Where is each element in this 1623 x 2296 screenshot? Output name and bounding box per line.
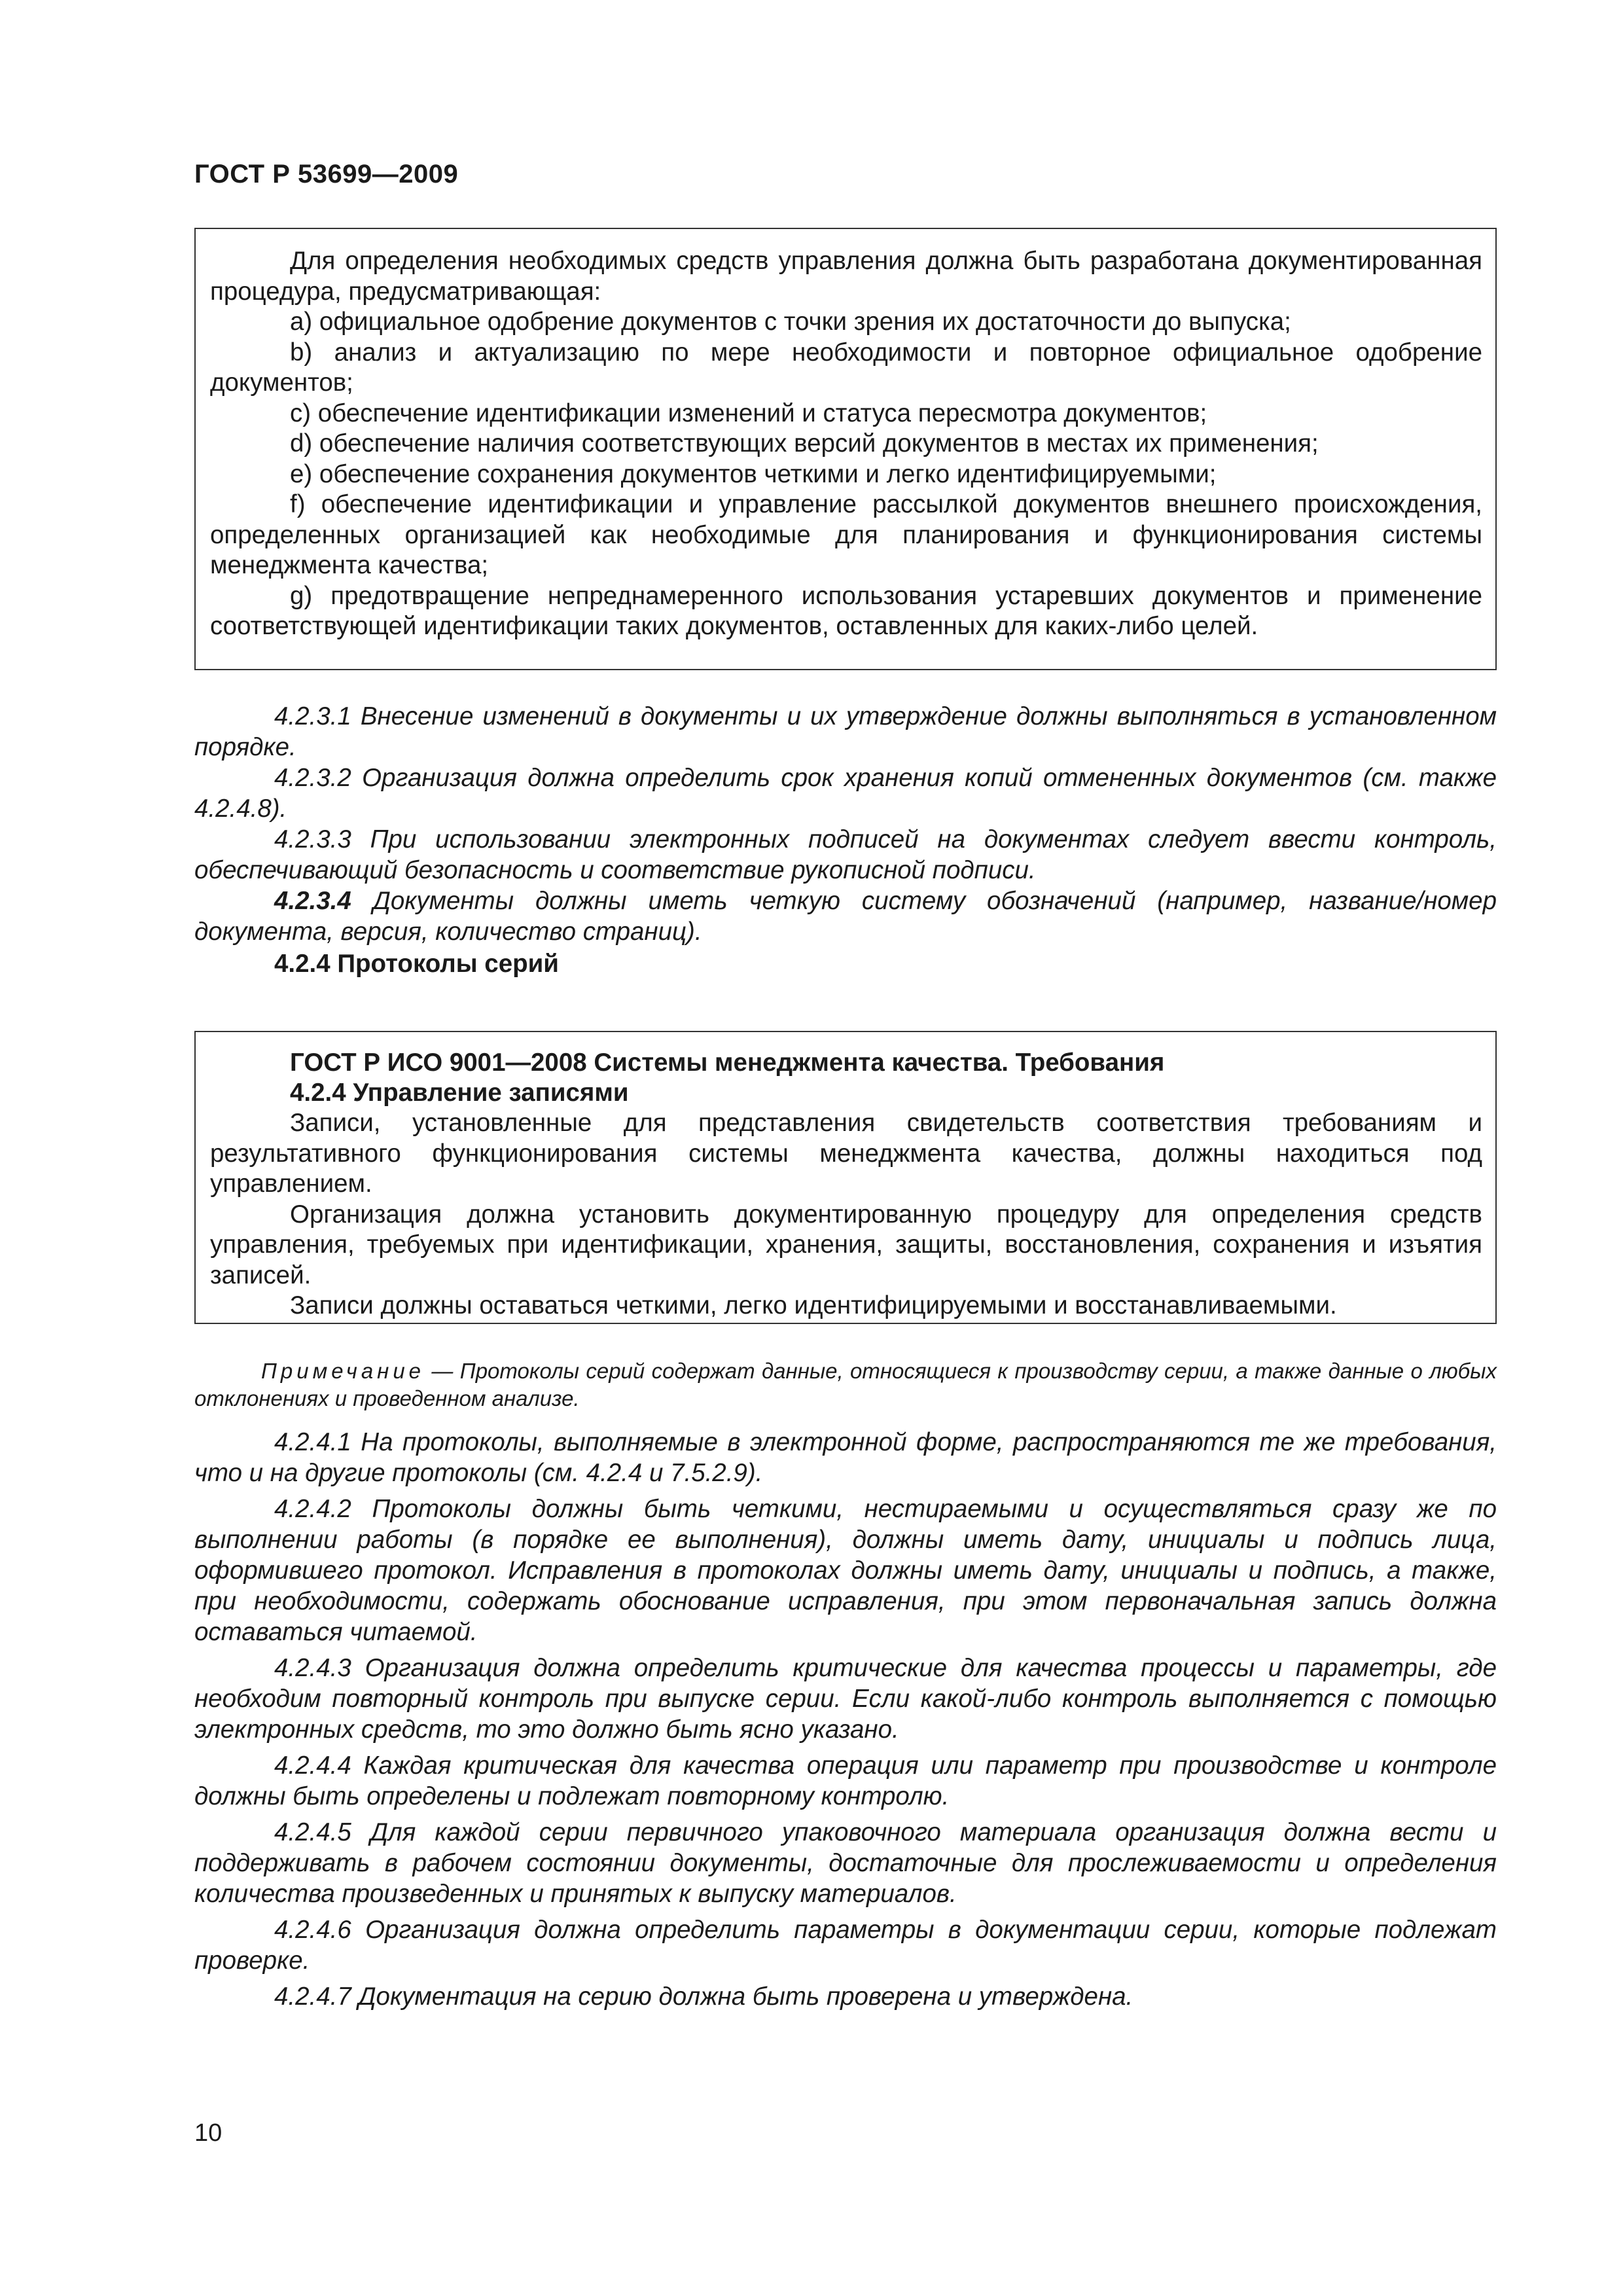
- clause-number: 4.2.3.4: [274, 887, 351, 915]
- clause-number: 4.2.4.3: [274, 1654, 351, 1682]
- quoted-standard-box: [194, 1031, 1497, 1324]
- box-paragraph: Для определения необходимых средств управления должна быть разработана документированная процедура, предусматривающая:: [210, 247, 1482, 306]
- clause-text: Документация на серию должна быть проверена и утверждена.: [358, 1982, 1133, 2011]
- clause-number: 4.2.4.1: [274, 1428, 351, 1456]
- box-paragraph: Записи, установленные для представления свидетельств соответствия требованиям и результативного функционирования системы менеджмента качества, должны находиться под управлением.: [210, 1109, 1482, 1198]
- list-item-a: a) официальное одобрение документов с точки зрения их достаточности до выпуска;: [290, 308, 1291, 336]
- section-heading-4-2-4: 4.2.4 Протоколы серий: [274, 950, 559, 978]
- note-paragraph: [194, 1357, 1497, 1412]
- clause-text: Внесение изменений в документы и их утверждение должны выполняться в установленном порядке.: [194, 702, 1497, 761]
- quoted-standard-title: ГОСТ Р ИСО 9001—2008 Системы менеджмента качества. Требования: [290, 1049, 1165, 1077]
- clause-number: 4.2.4.5: [274, 1818, 351, 1846]
- box-paragraph: Записи должны оставаться четкими, легко идентифицируемыми и восстанавливаемыми.: [290, 1291, 1337, 1319]
- clause-text: Для каждой серии первичного упаковочного материала организация должна вести и поддерживать в рабочем состоянии документы, достаточные для прослеживаемости и определения количества произведенных и принятых к выпуску материалов.: [194, 1818, 1497, 1908]
- clause-number: 4.2.3.3: [274, 825, 351, 853]
- section-4-2-3-clauses: [194, 701, 1497, 979]
- clause-4-2-3-1: [194, 701, 1497, 762]
- clause-number: 4.2.4.6: [274, 1916, 351, 1944]
- clause-4-2-3-4: [194, 886, 1497, 947]
- clause-4-2-3-3: [194, 824, 1497, 886]
- quoted-standard-subtitle: 4.2.4 Управление записями: [290, 1079, 629, 1107]
- section-4-2-4-clauses: [194, 1427, 1497, 2017]
- list-item-c: c) обеспечение идентификации изменений и статуса пересмотра документов;: [290, 399, 1207, 427]
- note-text: — Протоколы серий содержат данные, относящиеся к производству серии, а также данные о любых отклонениях и проведенном анализе.: [194, 1359, 1497, 1410]
- clause-number: 4.2.4.7: [274, 1982, 351, 2011]
- clause-text: Каждая критическая для качества операция или параметр при производстве и контроле должны быть определены и подлежат повторному контролю.: [194, 1751, 1497, 1810]
- list-item-g: g) предотвращение непреднамеренного использования устаревших документов и применение соответствующей идентификации таких документов, оставленных для каких-либо целей.: [210, 581, 1482, 640]
- clause-4-2-4-6: [194, 1914, 1497, 1976]
- list-item-e: e) обеспечение сохранения документов четкими и легко идентифицируемыми;: [290, 459, 1217, 488]
- clause-text: Организация должна определить параметры в документации серии, которые подлежат проверке.: [194, 1916, 1497, 1975]
- clause-number: 4.2.4.4: [274, 1751, 351, 1780]
- clause-4-2-4-3: [194, 1653, 1497, 1745]
- clause-text: Организация должна определить срок хранения копий отмененных документов (см. также 4.2.4.8).: [194, 764, 1497, 823]
- box-paragraph: Организация должна установить документированную процедуру для определения средств управления, требуемых при идентификации, хранения, защиты, восстановления, сохранения и изъятия записей.: [210, 1200, 1482, 1289]
- clause-text: Документы должны иметь четкую систему обозначений (например, название/номер документа, версия, количество страниц).: [194, 887, 1497, 946]
- list-item-f: f) обеспечение идентификации и управление рассылкой документов внешнего происхождения, определенных организацией как необходимые для планирования и функционирования системы менеджмента качества;: [210, 490, 1482, 579]
- clause-number: 4.2.3.1: [274, 702, 351, 730]
- page-header-title: ГОСТ Р 53699—2009: [194, 160, 459, 188]
- clause-text: На протоколы, выполняемые в электронной форме, распространяются те же требования, что и на другие протоколы (см. 4.2.4 и 7.5.2.9).: [194, 1428, 1497, 1487]
- clause-number: 4.2.4.2: [274, 1495, 351, 1523]
- clause-4-2-4-1: [194, 1427, 1497, 1488]
- clause-4-2-4-7: [194, 1981, 1497, 2012]
- quoted-requirements-box: [194, 228, 1497, 670]
- clause-4-2-4-5: [194, 1817, 1497, 1909]
- clause-4-2-4-2: [194, 1494, 1497, 1647]
- clause-4-2-4-4: [194, 1750, 1497, 1812]
- list-item-d: d) обеспечение наличия соответствующих версий документов в местах их применения;: [290, 429, 1319, 457]
- clause-text: Организация должна определить критические для качества процессы и параметры, где необходим повторный контроль при выпуске серии. Если какой-либо контроль выполняется с помощью электронных средств, то это должно быть ясно указано.: [194, 1654, 1497, 1744]
- clause-text: При использовании электронных подписей на документах следует ввести контроль, обеспечивающий безопасность и соответствие рукописной подписи.: [194, 825, 1497, 884]
- note-label: Примечание: [261, 1359, 425, 1383]
- page-number: 10: [194, 2119, 223, 2147]
- list-item-b: b) анализ и актуализацию по мере необходимости и повторное официальное одобрение документов;: [210, 338, 1482, 397]
- clause-4-2-3-2: [194, 762, 1497, 824]
- clause-number: 4.2.3.2: [274, 764, 351, 792]
- clause-text: Протоколы должны быть четкими, нестираемыми и осуществляться сразу же по выполнении работы (в порядке ее выполнения), должны иметь дату, инициалы и подпись лица, оформившего протокол. Исправления в протоколах должны иметь дату, инициалы и подпись, а также, при необходимости, содержать обоснование исправления, при этом первоначальная запись должна оставаться читаемой.: [194, 1495, 1497, 1646]
